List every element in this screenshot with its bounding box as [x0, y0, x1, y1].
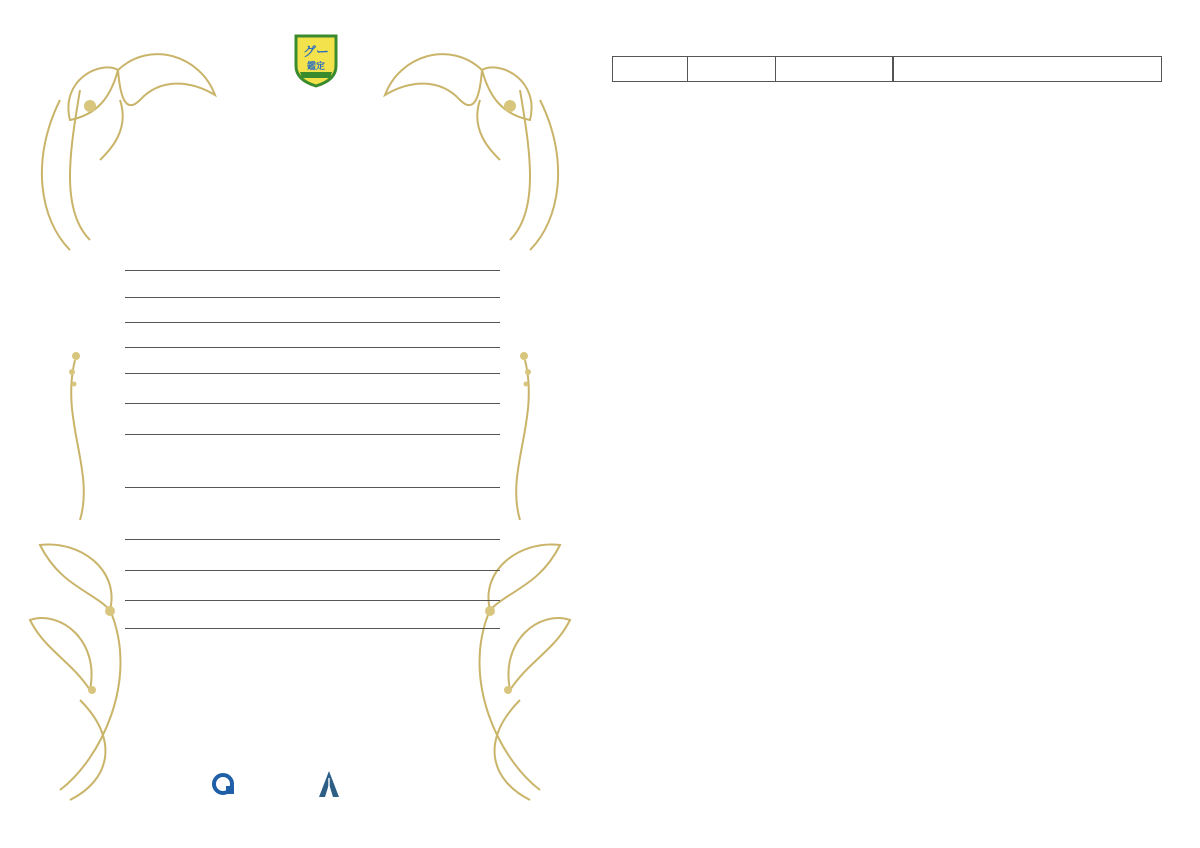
divider — [125, 270, 500, 271]
note-of-conditions — [600, 0, 1200, 848]
jaaa-logo-icon — [318, 770, 340, 798]
divider — [125, 322, 500, 323]
divider — [125, 628, 500, 629]
empty-cell — [776, 57, 893, 81]
divider — [125, 539, 500, 540]
inspection-date-row — [612, 56, 1162, 82]
doi-value — [688, 57, 776, 81]
divider — [125, 403, 500, 404]
divider — [125, 347, 500, 348]
doi-label — [613, 57, 688, 81]
goo-kantei-badge-icon — [290, 32, 342, 88]
logos — [212, 770, 412, 798]
svg-text:鑑定: 鑑定 — [306, 62, 326, 72]
proto-logo-icon — [212, 772, 236, 796]
divider — [125, 297, 500, 298]
divider — [125, 373, 500, 374]
spacer — [893, 57, 894, 81]
divider — [125, 434, 500, 435]
divider — [125, 570, 500, 571]
svg-text:グー: グー — [302, 45, 330, 60]
divider — [125, 600, 500, 601]
divider — [125, 487, 500, 488]
